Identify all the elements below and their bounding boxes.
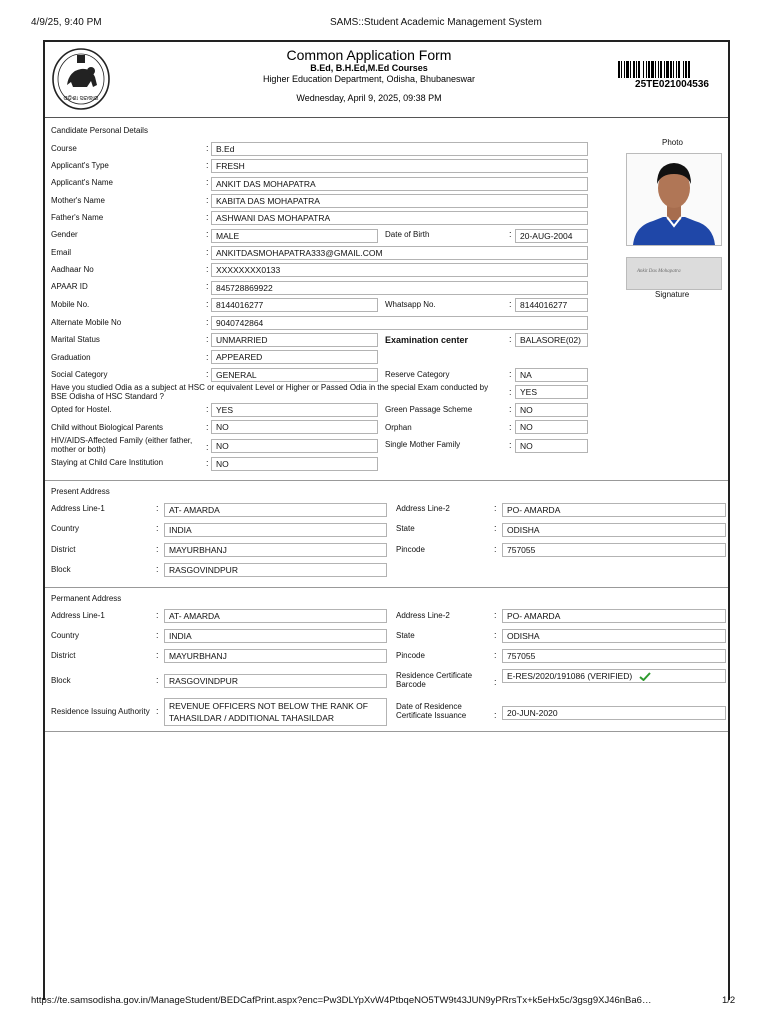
- odia-question-label: Have you studied Odia as a subject at HSC or equivalent Level or Higher or Passed Odia in the special Exam conducted by BSE Odisha of HSC Standard ?: [51, 383, 489, 401]
- graduation-label: Graduation: [51, 353, 91, 362]
- gender-field: MALE: [211, 229, 378, 243]
- present-country-field: INDIA: [164, 523, 387, 537]
- form-title: Common Application Form: [286, 47, 452, 63]
- colon: :: [206, 369, 209, 379]
- signature-script: Ankit Das Mohapatra: [637, 269, 681, 274]
- colon: :: [206, 195, 209, 205]
- graduation-field: APPEARED: [211, 350, 378, 364]
- child-care-field: NO: [211, 457, 378, 471]
- colon: :: [206, 229, 209, 239]
- colon: :: [156, 650, 159, 660]
- verified-check-icon: [639, 672, 651, 681]
- applicant-photo: [626, 153, 722, 246]
- barcode-bar: [678, 61, 680, 78]
- colon: :: [206, 299, 209, 309]
- header-divider: [45, 117, 728, 118]
- father-name-field: ASHWANI DAS MOHAPATRA: [211, 211, 588, 225]
- colon: :: [206, 352, 209, 362]
- colon: :: [494, 610, 497, 620]
- reserve-category-field: NA: [515, 368, 588, 382]
- dob-label: Date of Birth: [385, 230, 430, 239]
- social-category-label: Social Category: [51, 370, 108, 379]
- permanent-block-field: RASGOVINDPUR: [164, 674, 387, 688]
- barcode-number: 25TE021004536: [635, 79, 709, 90]
- present-block-field: RASGOVINDPUR: [164, 563, 387, 577]
- print-url: https://te.samsodisha.gov.in/ManageStudent/BEDCafPrint.aspx?enc=Pw3DLYpXvW4PtbqeNO5TW9t43JUN9yPRrsTx+k5eHx5c/3gsg9XJ46nBa6…: [31, 995, 652, 1006]
- section-divider: [45, 587, 728, 588]
- signature-label: Signature: [655, 290, 690, 299]
- present-address-title: Present Address: [51, 487, 110, 496]
- colon: :: [509, 229, 512, 239]
- permanent-address-title: Permanent Address: [51, 594, 122, 603]
- colon: :: [206, 281, 209, 291]
- barcode-bar: [651, 61, 654, 78]
- hostel-field: YES: [211, 403, 378, 417]
- colon: :: [206, 212, 209, 222]
- gender-label: Gender: [51, 230, 78, 239]
- colon: :: [156, 610, 159, 620]
- barcode-bar: [658, 61, 659, 78]
- barcode-bar: [633, 61, 635, 78]
- res-cert-barcode-value: E-RES/2020/191086 (VERIFIED): [507, 671, 633, 681]
- present-state-label: State: [396, 524, 415, 533]
- present-line2-field: PO- AMARDA: [502, 503, 726, 517]
- barcode-bar: [673, 61, 674, 78]
- applicant-type-label: Applicant's Type: [51, 161, 109, 170]
- res-cert-date-label: Date of Residence Certificate Issuance: [396, 702, 467, 720]
- barcode-bar: [676, 61, 677, 78]
- permanent-country-field: INDIA: [164, 629, 387, 643]
- permanent-block-label: Block: [51, 676, 71, 685]
- colon: :: [509, 334, 512, 344]
- colon: :: [156, 544, 159, 554]
- aadhaar-label: Aadhaar No: [51, 265, 94, 274]
- permanent-district-label: District: [51, 651, 76, 660]
- res-cert-date-field: 20-JUN-2020: [502, 706, 726, 720]
- barcode-bar: [660, 61, 662, 78]
- applicant-name-label: Applicant's Name: [51, 178, 113, 187]
- form-generated-date: Wednesday, April 9, 2025, 09:38 PM: [296, 93, 442, 103]
- issuing-authority-field: REVENUE OFFICERS NOT BELOW THE RANK OF TAHASILDAR / ADDITIONAL TAHASILDAR: [164, 698, 387, 726]
- print-datetime: 4/9/25, 9:40 PM: [31, 17, 102, 28]
- mother-name-label: Mother's Name: [51, 196, 105, 205]
- barcode-bar: [688, 61, 690, 78]
- present-country-label: Country: [51, 524, 80, 533]
- permanent-line2-field: PO- AMARDA: [502, 609, 726, 623]
- colon: :: [156, 630, 159, 640]
- mobile-label: Mobile No.: [51, 300, 90, 309]
- colon: :: [509, 404, 512, 414]
- mother-name-field: KABITA DAS MOHAPATRA: [211, 194, 588, 208]
- colon: :: [494, 710, 497, 720]
- marital-label: Marital Status: [51, 335, 100, 344]
- colon: :: [494, 503, 497, 513]
- res-cert-barcode-field: [502, 669, 726, 683]
- present-line2-label: Address Line-2: [396, 504, 450, 513]
- personal-section-title: Candidate Personal Details: [51, 126, 148, 135]
- colon: :: [206, 177, 209, 187]
- colon: :: [156, 675, 159, 685]
- apaar-field: 845728869922: [211, 281, 588, 295]
- present-line1-field: AT- AMARDA: [164, 503, 387, 517]
- present-district-field: MAYURBHANJ: [164, 543, 387, 557]
- colon: :: [206, 334, 209, 344]
- colon: :: [509, 299, 512, 309]
- single-mother-label: Single Mother Family: [385, 440, 461, 449]
- hostel-label: Opted for Hostel.: [51, 405, 112, 414]
- barcode-bar: [646, 61, 647, 78]
- no-parents-field: NO: [211, 420, 378, 434]
- barcode-bar: [618, 61, 620, 78]
- course-label: Course: [51, 144, 77, 153]
- permanent-state-label: State: [396, 631, 415, 640]
- social-category-field: GENERAL: [211, 368, 378, 382]
- green-passage-label: Green Passage Scheme: [385, 405, 473, 414]
- permanent-pincode-field: 757055: [502, 649, 726, 663]
- orphan-field: NO: [515, 420, 588, 434]
- colon: :: [509, 422, 512, 432]
- barcode-bar: [636, 61, 637, 78]
- colon: :: [206, 143, 209, 153]
- permanent-pincode-label: Pincode: [396, 651, 425, 660]
- colon: :: [206, 160, 209, 170]
- barcode-bar: [626, 61, 629, 78]
- permanent-line1-field: AT- AMARDA: [164, 609, 387, 623]
- colon: :: [206, 458, 209, 468]
- child-care-label: Staying at Child Care Institution: [51, 458, 164, 467]
- email-label: Email: [51, 248, 72, 257]
- marital-field: UNMARRIED: [211, 333, 378, 347]
- barcode-bar: [648, 61, 650, 78]
- no-parents-label: Child without Biological Parents: [51, 423, 164, 432]
- colon: :: [494, 523, 497, 533]
- barcode-bar: [664, 61, 665, 78]
- section-divider: [45, 480, 728, 481]
- permanent-line1-label: Address Line-1: [51, 611, 105, 620]
- colon: :: [494, 650, 497, 660]
- single-mother-field: NO: [515, 439, 588, 453]
- barcode-bar: [670, 61, 672, 78]
- present-block-label: Block: [51, 565, 71, 574]
- reserve-category-label: Reserve Category: [385, 370, 450, 379]
- colon: :: [494, 544, 497, 554]
- present-pincode-label: Pincode: [396, 545, 425, 554]
- form-courses: B.Ed, B.H.Ed,M.Ed Courses: [310, 63, 428, 73]
- colon: :: [206, 317, 209, 327]
- colon: :: [206, 264, 209, 274]
- colon: :: [206, 422, 209, 432]
- exam-center-label: Examination center: [385, 335, 469, 345]
- hiv-family-field: NO: [211, 439, 378, 453]
- email-field: ANKITDASMOHAPATRA333@GMAIL.COM: [211, 246, 588, 260]
- colon: :: [206, 247, 209, 257]
- barcode-bar: [683, 61, 684, 78]
- hiv-family-label: HIV/AIDS-Affected Family (either father, mother or both): [51, 436, 193, 454]
- apaar-label: APAAR ID: [51, 282, 88, 291]
- present-line1-label: Address Line-1: [51, 504, 105, 513]
- colon: :: [156, 503, 159, 513]
- present-pincode-field: 757055: [502, 543, 726, 557]
- colon: :: [509, 369, 512, 379]
- barcode-bar: [685, 61, 687, 78]
- exam-center-field: BALASORE(02): [515, 333, 588, 347]
- issuing-authority-label: Residence Issuing Authority: [51, 707, 150, 716]
- barcode-bar: [666, 61, 669, 78]
- odia-question-field: YES: [515, 385, 588, 399]
- permanent-country-label: Country: [51, 631, 80, 640]
- colon: :: [156, 523, 159, 533]
- mobile-field: 8144016277: [211, 298, 378, 312]
- dob-field: 20-AUG-2004: [515, 229, 588, 243]
- barcode-bar: [638, 61, 640, 78]
- colon: :: [494, 630, 497, 640]
- green-passage-field: NO: [515, 403, 588, 417]
- permanent-line2-label: Address Line-2: [396, 611, 450, 620]
- photo-label: Photo: [662, 138, 683, 147]
- barcode-image: [618, 61, 726, 78]
- present-state-field: ODISHA: [502, 523, 726, 537]
- barcode-bar: [624, 61, 625, 78]
- colon: :: [509, 387, 512, 397]
- orphan-label: Orphan: [385, 423, 412, 432]
- print-page-number: 1/2: [722, 995, 736, 1006]
- res-cert-barcode-label: Residence Certificate Barcode: [396, 671, 473, 689]
- applicant-type-field: FRESH: [211, 159, 588, 173]
- alt-mobile-field: 9040742864: [211, 316, 588, 330]
- emblem-caption: ଓଡ଼ିଶା ସରକାର: [63, 96, 99, 102]
- permanent-district-field: MAYURBHANJ: [164, 649, 387, 663]
- signature-image: [626, 257, 722, 290]
- barcode-bar: [643, 61, 644, 78]
- alt-mobile-label: Alternate Mobile No: [51, 318, 122, 327]
- whatsapp-field: 8144016277: [515, 298, 588, 312]
- present-district-label: District: [51, 545, 76, 554]
- course-field: B.Ed: [211, 142, 588, 156]
- colon: :: [206, 404, 209, 414]
- applicant-name-field: ANKIT DAS MOHAPATRA: [211, 177, 588, 191]
- print-page-title: SAMS::Student Academic Management System: [330, 17, 542, 28]
- colon: :: [206, 442, 209, 452]
- form-department: Higher Education Department, Odisha, Bhubaneswar: [262, 74, 476, 84]
- permanent-state-field: ODISHA: [502, 629, 726, 643]
- barcode-bar: [655, 61, 656, 78]
- aadhaar-field: XXXXXXXX0133: [211, 263, 588, 277]
- barcode-bar: [621, 61, 622, 78]
- father-name-label: Father's Name: [51, 213, 104, 222]
- colon: :: [509, 440, 512, 450]
- colon: :: [156, 706, 159, 716]
- section-divider: [45, 731, 728, 732]
- barcode-bar: [630, 61, 631, 78]
- whatsapp-label: Whatsapp No.: [385, 300, 436, 309]
- colon: :: [156, 564, 159, 574]
- colon: :: [494, 677, 497, 687]
